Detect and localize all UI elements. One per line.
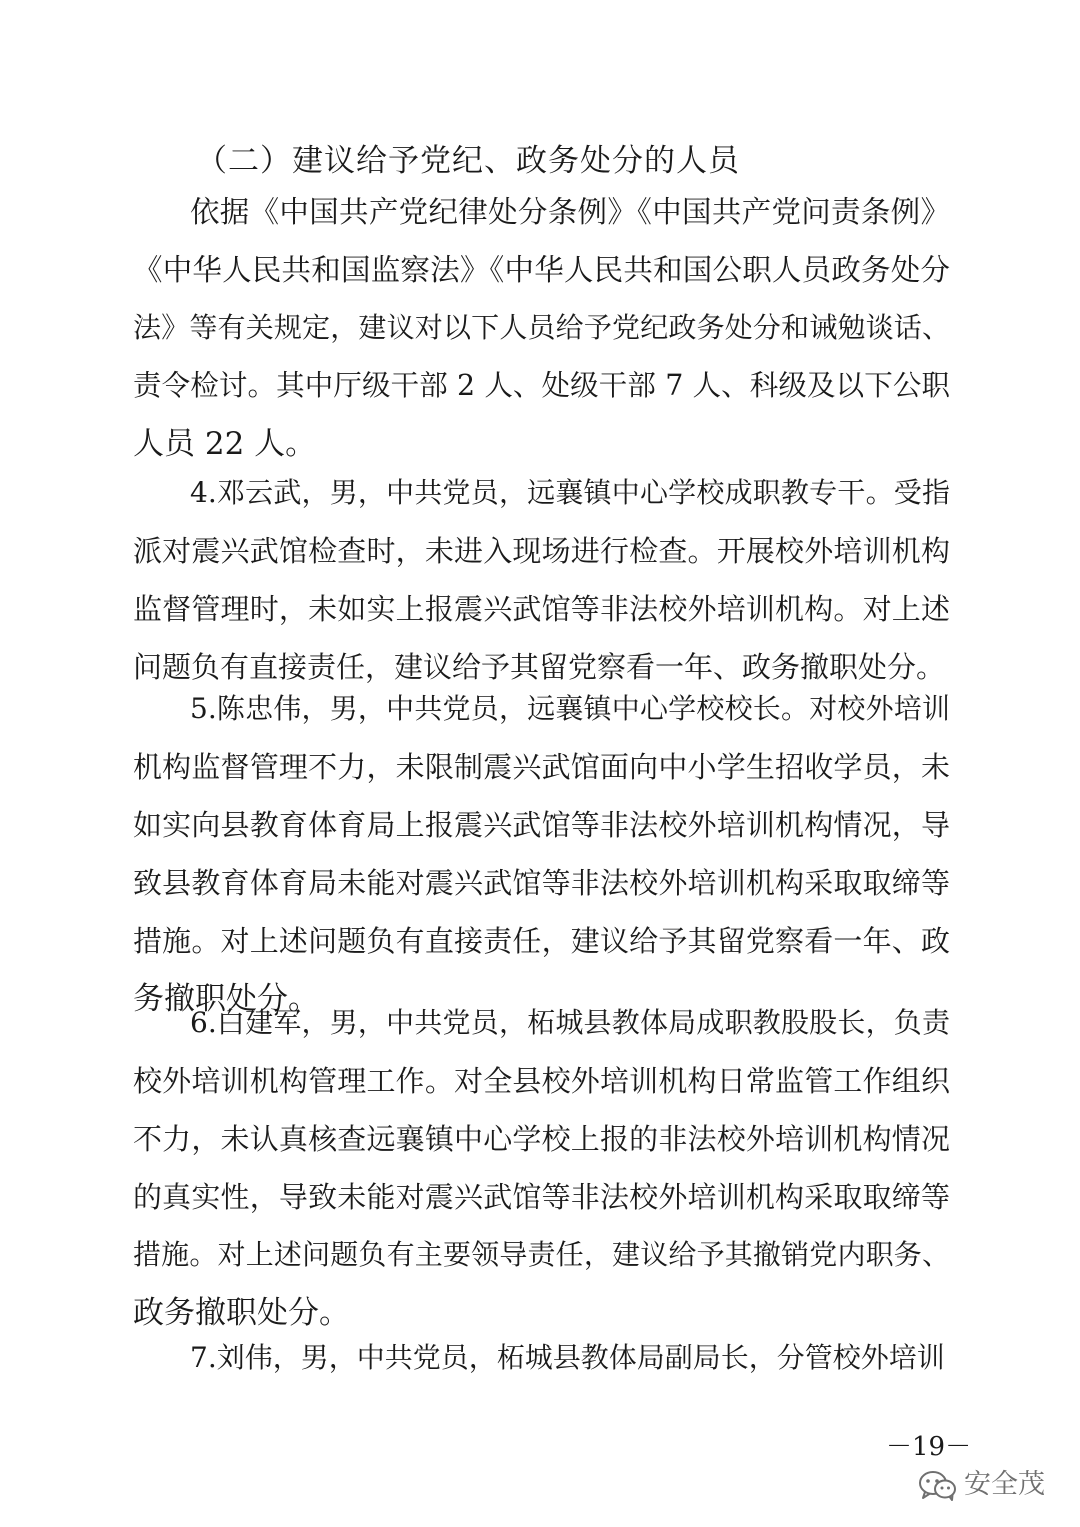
- paragraph-1-line: 法》等有关规定，建议对以下人员给予党纪政务处分和诫勉谈话、: [133, 311, 950, 344]
- paragraph-4-line: 措施。对上述问题负有主要领导责任，建议给予其撤销党内职务、: [133, 1238, 950, 1271]
- paragraph-4-line: 的真实性，导致未能对震兴武馆等非法校外培训机构采取取缔等: [133, 1180, 950, 1214]
- paragraph-2-line: 问题负有直接责任，建议给予其留党察看一年、政务撤职处分。: [133, 650, 946, 684]
- watermark: [916, 1463, 1045, 1507]
- paragraph-2-line: 监督管理时，未如实上报震兴武馆等非法校外培训机构。对上述: [133, 592, 950, 626]
- paragraph-1-line: 责令检讨。其中厅级干部 2 人、处级干部 7 人、科级及以下公职: [133, 369, 950, 402]
- paragraph-2-line: 4.邓云武，男，中共党员，远襄镇中心学校成职教专干。受指: [190, 476, 950, 509]
- paragraph-1-line: 人员 22 人。: [133, 426, 317, 462]
- paragraph-5-line: 7.刘伟，男，中共党员，柘城县教体局副局长，分管校外培训: [190, 1341, 945, 1374]
- watermark-text: 安全茂: [964, 1469, 1045, 1500]
- paragraph-4-line: 政务撤职处分。: [133, 1295, 350, 1331]
- paragraph-4-line: 6.白建军，男，中共党员，柘城县教体局成职教股股长，负责: [190, 1006, 950, 1039]
- wechat-logo-icon: [916, 1468, 958, 1502]
- paragraph-3-line: 措施。对上述问题负有直接责任，建议给予其留党察看一年、政: [133, 924, 950, 958]
- paragraph-3-line: 如实向县教育体育局上报震兴武馆等非法校外培训机构情况，导: [133, 808, 950, 842]
- paragraph-1-line: 《中华人民共和国监察法》《中华人民共和国公职人员政务处分: [133, 253, 950, 287]
- paragraph-4-line: 校外培训机构管理工作。对全县校外培训机构日常监管工作组织: [133, 1064, 950, 1098]
- paragraph-3-line: 务撤职处分。: [133, 981, 319, 1017]
- section-heading: （二）建议给予党纪、政务处分的人员: [196, 143, 740, 179]
- paragraph-3-line: 致县教育体育局未能对震兴武馆等非法校外培训机构采取取缔等: [133, 866, 950, 900]
- paragraph-3-line: 5.陈忠伟，男，中共党员，远襄镇中心学校校长。对校外培训: [190, 692, 950, 725]
- paragraph-2-line: 派对震兴武馆检查时，未进入现场进行检查。开展校外培训机构: [133, 534, 950, 568]
- page-number: －19－: [886, 1432, 972, 1462]
- paragraph-4-line: 不力，未认真核查远襄镇中心学校上报的非法校外培训机构情况: [133, 1122, 950, 1156]
- paragraph-3-line: 机构监督管理不力，未限制震兴武馆面向中小学生招收学员，未: [133, 750, 950, 784]
- paragraph-1-line: 依据《中国共产党纪律处分条例》《中国共产党问责条例》: [190, 195, 950, 229]
